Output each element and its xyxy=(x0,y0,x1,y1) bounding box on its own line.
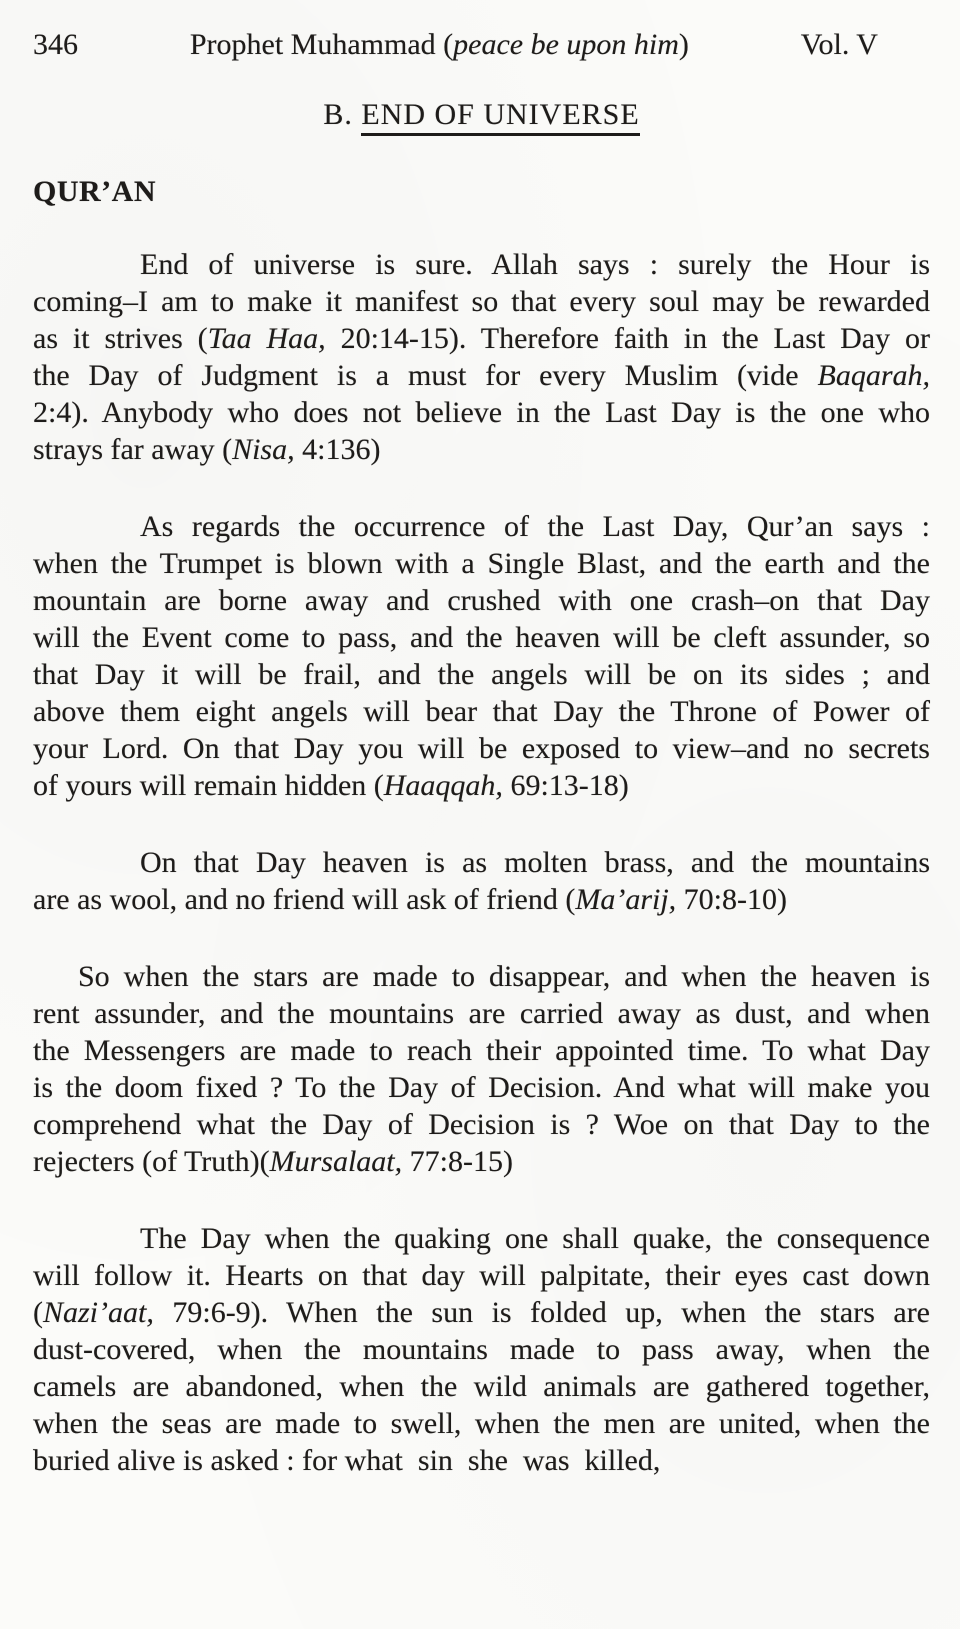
text-line xyxy=(33,1143,930,1180)
text-segment: rejecters (of Truth)( xyxy=(33,1145,270,1178)
text-segment: that Day it will be frail, and the angels will be on its sides ; and xyxy=(33,658,930,691)
section-heading-prefix: B. xyxy=(323,98,362,131)
text-segment: buried alive is asked : for what sin she was killed, xyxy=(33,1444,661,1477)
citation-italic: Taa Haa, xyxy=(207,322,326,355)
text-line xyxy=(33,1220,930,1257)
text-line xyxy=(33,656,930,693)
text-segment: As regards the occurrence of the Last Day, Qur’an says : xyxy=(140,510,930,543)
text-segment: when the seas are made to swell, when the men are united, when the xyxy=(33,1407,930,1440)
text-line xyxy=(33,844,930,881)
text-line xyxy=(33,693,930,730)
text-segment: 4:136) xyxy=(294,433,381,466)
text-segment: dust-covered, when the mountains made to pass away, when the xyxy=(33,1333,930,1366)
text-line xyxy=(33,431,930,468)
text-segment: of yours will remain hidden ( xyxy=(33,769,384,802)
text-segment: ( xyxy=(33,1296,43,1329)
text-line xyxy=(33,730,930,767)
text-line xyxy=(33,958,930,995)
text-line xyxy=(33,508,930,545)
page-number: 346 xyxy=(33,28,78,61)
text-line xyxy=(33,1257,930,1294)
text-segment: strays far away ( xyxy=(33,433,233,466)
citation-italic: Baqarah, xyxy=(817,359,930,392)
text-segment: rent assunder, and the mountains are carried away as dust, and when xyxy=(33,997,930,1030)
text-line xyxy=(33,357,930,394)
text-segment: So when the stars are made to disappear, and when the heaven is xyxy=(78,960,930,993)
text-line xyxy=(33,995,930,1032)
text-line xyxy=(33,283,930,320)
book-title xyxy=(190,26,689,63)
text-segment: is the doom fixed ? To the Day of Decision. And what will make you xyxy=(33,1071,930,1104)
text-line xyxy=(33,394,930,431)
text-segment: 77:8-15) xyxy=(402,1145,513,1178)
text-line xyxy=(33,1442,930,1479)
text-line xyxy=(33,1368,930,1405)
text-segment: camels are abandoned, when the wild animals are gathered together, xyxy=(33,1370,930,1403)
text-segment: the Day of Judgment is a must for every Muslim (vide xyxy=(33,359,818,392)
text-segment: comprehend what the Day of Decision is ? Woe on that Day to the xyxy=(33,1108,930,1141)
text-segment: when the Trumpet is blown with a Single Blast, and the earth and the xyxy=(33,547,930,580)
text-segment: 20:14-15). Therefore faith in the Last Day or xyxy=(325,322,930,355)
paragraph-1 xyxy=(33,246,930,468)
text-segment: On that Day heaven is as molten brass, and the mountains xyxy=(140,846,930,879)
paragraph-5 xyxy=(33,1220,930,1479)
book-title-italic: peace be upon him xyxy=(453,28,679,61)
text-segment: End of universe is sure. Allah says : surely the Hour is xyxy=(140,248,930,281)
text-segment: 70:8-10) xyxy=(676,883,787,916)
text-line xyxy=(33,1294,930,1331)
text-line xyxy=(33,1331,930,1368)
text-line xyxy=(33,582,930,619)
text-segment: 2:4). Anybody who does not believe in the Last Day is the one who xyxy=(33,396,930,429)
citation-italic: Nisa, xyxy=(232,433,295,466)
text-segment: 69:13-18) xyxy=(502,769,629,802)
paragraph-4 xyxy=(33,958,930,1180)
paragraph-3 xyxy=(33,844,930,918)
paragraph-2 xyxy=(33,508,930,804)
text-line xyxy=(33,1069,930,1106)
book-title-text: Prophet Muhammad ( xyxy=(189,28,454,61)
text-line xyxy=(33,545,930,582)
citation-italic: Haaqqah, xyxy=(383,769,503,802)
text-segment: are as wool, and no friend will ask of friend ( xyxy=(33,883,576,916)
text-line xyxy=(33,767,930,804)
text-line xyxy=(33,881,930,918)
citation-italic: Mursalaat, xyxy=(269,1145,403,1178)
section-heading-underlined-text: END OF UNIVERSE xyxy=(361,98,639,136)
text-segment: coming–I am to make it manifest so that every soul may be rewarded xyxy=(33,285,930,318)
text-segment: The Day when the quaking one shall quake, the consequence xyxy=(140,1222,930,1255)
text-segment: will the Event come to pass, and the heaven will be cleft assunder, so xyxy=(33,621,930,654)
body-text xyxy=(33,246,930,1479)
text-segment: will follow it. Hearts on that day will palpitate, their eyes cast down xyxy=(33,1259,930,1292)
volume-label: Vol. V xyxy=(800,28,878,61)
text-line xyxy=(33,1032,930,1069)
text-segment: 79:6-9). When the sun is folded up, when the stars are xyxy=(153,1296,930,1329)
book-title-text-suffix: ) xyxy=(678,28,689,61)
text-segment: above them eight angels will bear that Day the Throne of Power of xyxy=(33,695,930,728)
text-line xyxy=(33,619,930,656)
quran-subheading: QUR’AN xyxy=(33,175,156,208)
text-segment: mountain are borne away and crushed with one crash–on that Day xyxy=(33,584,930,617)
text-line xyxy=(33,1405,930,1442)
page-header xyxy=(33,26,930,63)
text-line xyxy=(33,320,930,357)
section-heading xyxy=(33,96,930,133)
text-segment: the Messengers are made to reach their appointed time. To what Day xyxy=(33,1034,930,1067)
citation-italic: Nazi’aat, xyxy=(43,1296,154,1329)
text-segment: as it strives ( xyxy=(33,322,208,355)
citation-italic: Ma’arij, xyxy=(575,883,677,916)
text-segment: your Lord. On that Day you will be exposed to view–and no secrets xyxy=(33,732,930,765)
text-line xyxy=(33,246,930,283)
text-line xyxy=(33,1106,930,1143)
